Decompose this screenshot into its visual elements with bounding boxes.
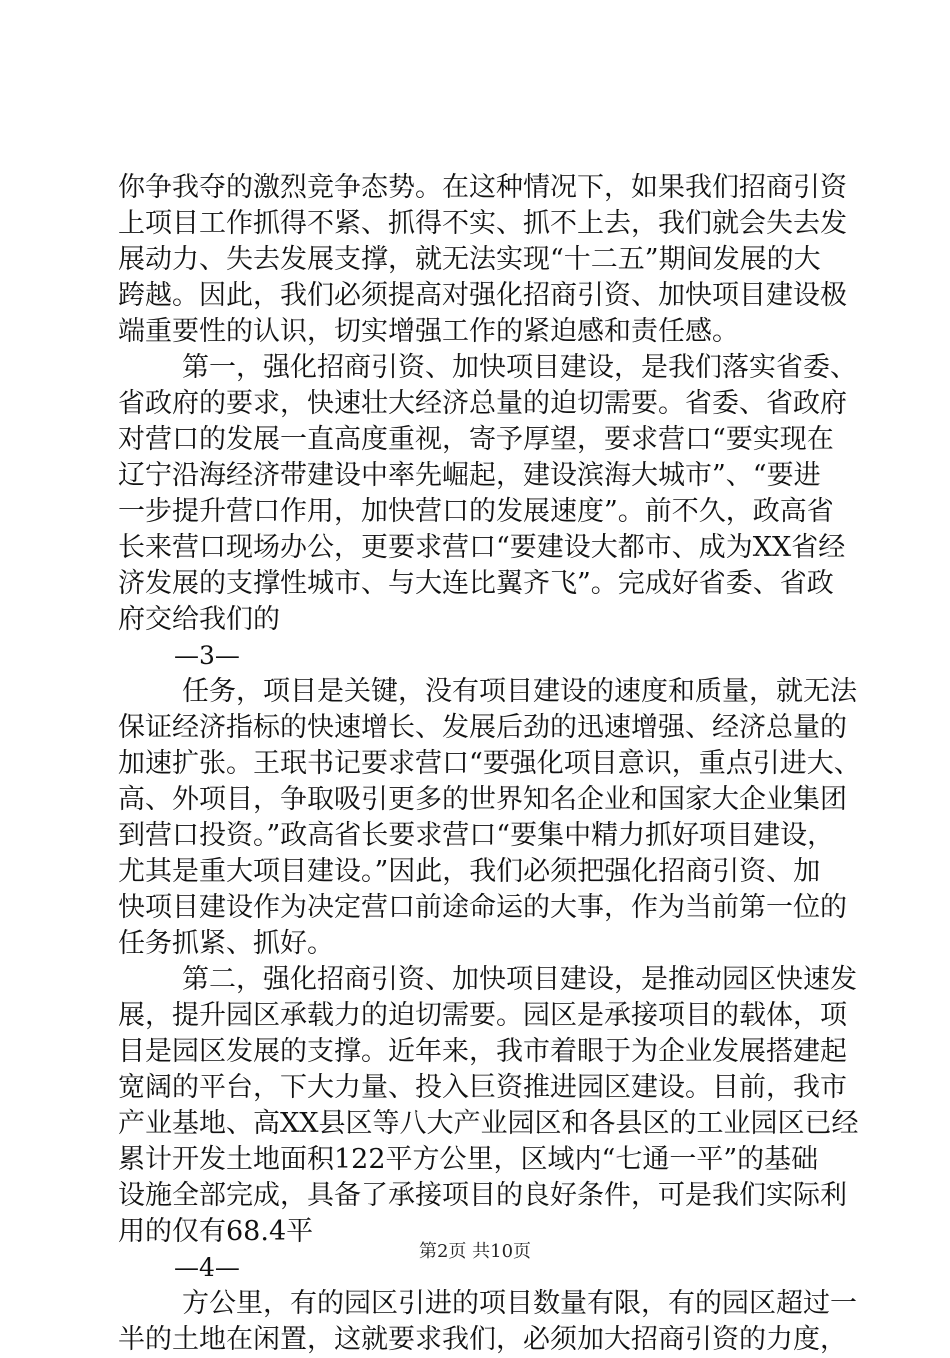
text-line: 你争我夺的激烈竞争态势。在这种情况下，如果我们招商引资 xyxy=(118,172,847,203)
text-line: 设施全部完成，具备了承接项目的良好条件，可是我们实际利 xyxy=(118,1180,847,1211)
text-line: 产业基地、高XX县区等八大产业园区和各县区的工业园区已经 xyxy=(118,1108,859,1139)
text-line: 府交给我们的 xyxy=(118,604,280,635)
text-line: 辽宁沿海经济带建设中率先崛起，建设滨海大城市”、“要进 xyxy=(118,460,821,491)
text-line: 宽阔的平台，下大力量、投入巨资推进园区建设。目前，我市 xyxy=(118,1072,847,1103)
paragraph-first-line: 第一，强化招商引资、加快项目建设，是我们落实省委、 xyxy=(182,352,857,383)
text-line: 展动力、失去发展支撑，就无法实现“十二五”期间发展的大 xyxy=(118,244,821,275)
text-line: 上项目工作抓得不紧、抓得不实、抓不上去，我们就会失去发 xyxy=(118,208,847,239)
text-line: 目是园区发展的支撑。近年来，我市着眼于为企业发展搭建起 xyxy=(118,1036,847,1067)
text-line: 尤其是重大项目建设。”因此，我们必须把强化招商引资、加 xyxy=(118,856,821,887)
text-line: 累计开发土地面积122平方公里，区域内“七通一平”的基础 xyxy=(118,1144,819,1175)
inline-page-marker: —4— xyxy=(174,1253,240,1282)
text-line: 任务抓紧、抓好。 xyxy=(118,928,334,959)
text-line: 到营口投资。”政高省长要求营口“要集中精力抓好项目建设， xyxy=(118,820,835,851)
text-line: 保证经济指标的快速增长、发展后劲的迅速增强、经济总量的 xyxy=(118,712,847,743)
text-line: 端重要性的认识，切实增强工作的紧迫感和责任感。 xyxy=(118,316,739,347)
page-number-label: 第2页 共10页 xyxy=(418,1241,532,1262)
text-line: 跨越。因此，我们必须提高对强化招商引资、加快项目建设极 xyxy=(118,280,847,311)
text-line: 省政府的要求，快速壮大经济总量的迫切需要。省委、省政府 xyxy=(118,388,847,419)
text-line: 长来营口现场办公，更要求营口“要建设大都市、成为XX省经 xyxy=(118,532,846,563)
paragraph-first-line: 任务，项目是关键，没有项目建设的速度和质量，就无法 xyxy=(182,676,857,707)
inline-page-marker: —3— xyxy=(174,641,240,670)
paragraph-first-line: 第二，强化招商引资、加快项目建设，是推动园区快速发 xyxy=(182,964,857,995)
text-line: 展，提升园区承载力的迫切需要。园区是承接项目的载体，项 xyxy=(118,1000,847,1031)
text-line: 用的仅有68.4平 xyxy=(118,1216,314,1247)
document-body xyxy=(118,170,861,1358)
text-line: 半的土地在闲置，这就要求我们，必须加大招商引资的力度， xyxy=(118,1324,847,1355)
page-footer xyxy=(0,1240,950,1264)
text-line: 加速扩张。王珉书记要求营口“要强化项目意识，重点引进大、 xyxy=(118,748,861,779)
text-line: 一步提升营口作用，加快营口的发展速度”。前不久，政高省 xyxy=(118,496,834,527)
text-line: 济发展的支撑性城市、与大连比翼齐飞”。完成好省委、省政 xyxy=(118,568,834,599)
paragraph-first-line: 方公里，有的园区引进的项目数量有限，有的园区超过一 xyxy=(182,1288,857,1319)
text-line: 高、外项目，争取吸引更多的世界知名企业和国家大企业集团 xyxy=(118,784,847,815)
text-line: 对营口的发展一直高度重视，寄予厚望，要求营口“要实现在 xyxy=(118,424,834,455)
text-line: 快项目建设作为决定营口前途命运的大事，作为当前第一位的 xyxy=(118,892,847,923)
